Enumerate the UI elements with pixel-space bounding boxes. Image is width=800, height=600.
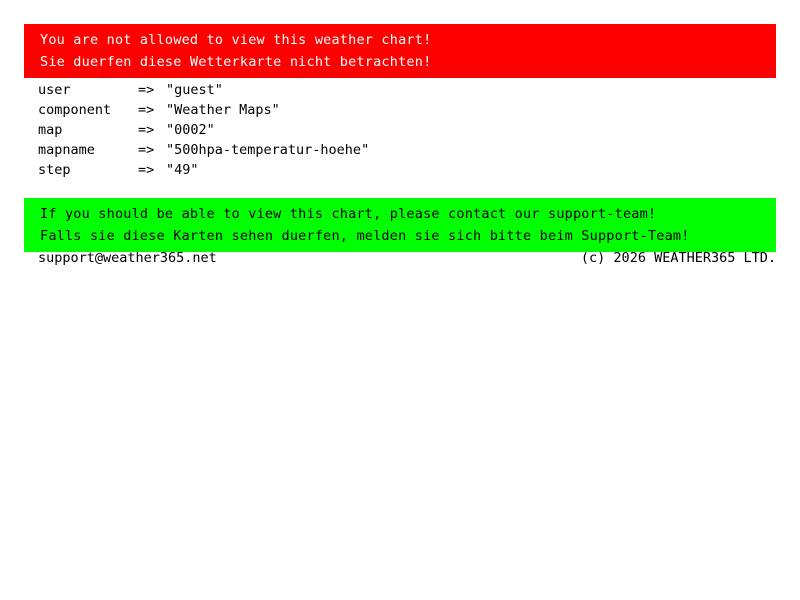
- parameter-arrow: =>: [138, 102, 155, 118]
- parameter-value: "guest": [166, 82, 223, 98]
- info-banner-line-en: If you should be able to view this chart, please contact our support-team!: [40, 206, 657, 222]
- parameter-arrow: =>: [138, 82, 155, 98]
- parameter-row-component: [38, 100, 778, 120]
- parameter-row-user: [38, 80, 778, 100]
- parameter-key: step: [38, 162, 71, 178]
- parameter-key: user: [38, 82, 71, 98]
- footer: [38, 250, 776, 266]
- parameter-value: "0002": [166, 122, 215, 138]
- error-banner: [24, 24, 776, 78]
- info-banner: [24, 198, 776, 252]
- parameter-row-map: [38, 120, 778, 140]
- parameter-key: map: [38, 122, 63, 138]
- parameter-arrow: =>: [138, 162, 155, 178]
- parameter-row-mapname: [38, 140, 778, 160]
- copyright-text: (c) 2026 WEATHER365 LTD.: [580, 250, 776, 266]
- error-banner-line-en: You are not allowed to view this weather chart!: [40, 32, 432, 48]
- parameter-list: [38, 80, 778, 180]
- parameter-row-step: [38, 160, 778, 180]
- support-email-link[interactable]: support@weather365.net: [38, 250, 217, 266]
- parameter-value: "500hpa-temperatur-hoehe": [166, 142, 370, 158]
- parameter-arrow: =>: [138, 122, 155, 138]
- parameter-key: component: [38, 102, 112, 118]
- parameter-arrow: =>: [138, 142, 155, 158]
- parameter-value: "49": [166, 162, 199, 178]
- error-banner-line-de: Sie duerfen diese Wetterkarte nicht betrachten!: [40, 54, 432, 70]
- parameter-key: mapname: [38, 142, 95, 158]
- parameter-value: "Weather Maps": [166, 102, 280, 118]
- info-banner-line-de: Falls sie diese Karten sehen duerfen, melden sie sich bitte beim Support-Team!: [40, 228, 690, 244]
